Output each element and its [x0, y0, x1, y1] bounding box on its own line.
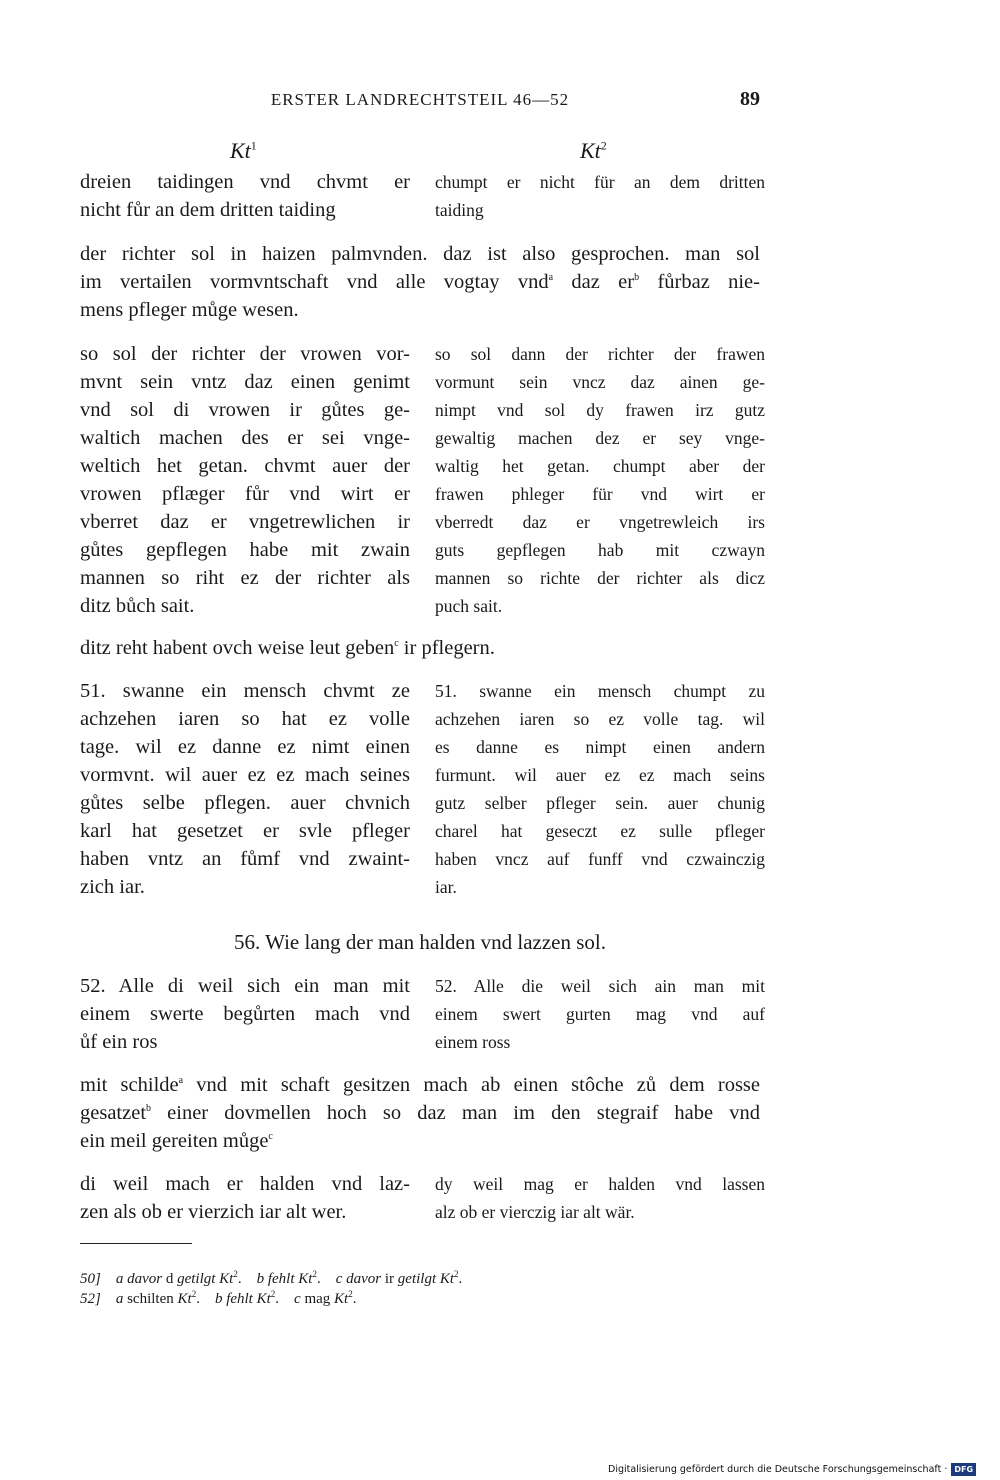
full-width-paragraph: der richter sol in haizen palmvnden. daz ist also gesprochen. man sol im vertailen vormvntschaft vnd alle vogtay vnd$^a$ daz $er^b$ fůrbaz nie- mens pfleger můge wesen. [80, 243, 760, 321]
footnote-rule [80, 1243, 192, 1244]
column-heading-right: Kt$^2$ [580, 138, 607, 163]
digitization-credit [608, 1462, 992, 1476]
left-column-paragraph: so sol der richter der vrowen vor- mvnt sein vntz daz einen genimt vnd sol di vrowen ir gůtes ge- waltich machen des er sei vnge- weltich het getan. chvmt auer der vrowen pflæger fůr vnd wirt er vberret daz er vngetrewlichen ir gůtes gepflegen habe mit zwain mannen so riht ez der richter als ditz bůch sait. [80, 343, 410, 617]
credit-text: Digitalisierung gefördert durch die Deutsche Forschungsgemeinschaft · [608, 1463, 948, 1475]
left-column-paragraph: dreien taidingen vnd chvmt er nicht fůr an dem dritten taiding [80, 171, 410, 221]
page-number: 89 [740, 88, 760, 110]
footnote-marker: a [178, 1075, 184, 1087]
footnote-marker: c [268, 1131, 273, 1143]
footnote-50: 50] a davor d getilgt Kt$^2$. b fehlt Kt$^2$. c davor ir getilgt Kt$^2$. [80, 1269, 463, 1287]
full-width-paragraph: ditz reht habent ovch weise leut geben$^c$ ir pflegern. [80, 637, 495, 659]
left-column-paragraph: 52. Alle di weil sich ein man mit einem swerte begůrten mach vnd ůf ein ros [80, 975, 410, 1053]
right-column-paragraph: 51. swanne ein mensch chumpt zu achzehen iaren so ez volle tag. wil es danne es nimpt einen andern furmunt. wil auer ez ez mach seins gutz selber pfleger sein. auer chunig charel hat geseczt ez sulle pfleger haben vncz auf funff vnd czwainczig iar. [435, 681, 765, 897]
right-column-paragraph: 52. Alle die weil sich ain man mit einem swert gurten mag vnd auf einem ross [435, 976, 765, 1052]
footnote-marker: b [146, 1103, 152, 1115]
column-heading-left: Kt$^1$ [230, 138, 257, 163]
section-title: 56. Wie lang der man halden vnd lazzen sol. [234, 930, 606, 954]
right-column-paragraph: chumpt er nicht für an dem dritten taiding [435, 172, 765, 220]
dfg-logo: DFG [951, 1463, 976, 1476]
full-width-paragraph: mit schilde$^a$ vnd mit schaft gesitzen mach ab einen stôche zů dem rosse gesatzet$^b$ einer dovmellen hoch so daz man im den stegraif habe vnd ein meil gereiten můge$^c$ [80, 1074, 760, 1152]
running-title: ERSTER LANDRECHTSTEIL 46—52 [270, 90, 570, 109]
footnote-marker: a [548, 272, 554, 284]
footnote-marker: c [394, 638, 399, 650]
left-column-paragraph: di weil mach er halden vnd laz- zen als ob er vierzich iar alt wer. [80, 1173, 410, 1223]
left-column-paragraph: 51. swanne ein mensch chvmt ze achzehen iaren so hat ez volle tage. wil ez danne ez nimt einen vormvnt. wil auer ez ez mach seines gůtes selbe pflegen. auer chvnich karl hat gesetzet er svle pfleger haben vntz an fůmf vnd zwaint- zich iar. [80, 680, 410, 898]
right-column-paragraph: so sol dann der richter der frawen vormunt sein vncz daz ainen ge- nimpt vnd sol dy frawen irz gutz gewaltig machen dez er sey vnge- waltig het getan. chumpt aber der frawen phleger für vnd wirt er vberredt daz er vngetrewleich irs guts gepflegen hab mit czwayn mannen so richte der richter als dicz puch sait. [435, 344, 765, 616]
right-column-paragraph: dy weil mag er halden vnd lassen alz ob er vierczig iar alt wär. [435, 1174, 765, 1222]
footnote-marker: b [634, 272, 640, 284]
page-header [80, 90, 760, 120]
footnote-52: 52] a schilten Kt$^2$. b fehlt Kt$^2$. c mag Kt$^2$. [80, 1289, 357, 1307]
